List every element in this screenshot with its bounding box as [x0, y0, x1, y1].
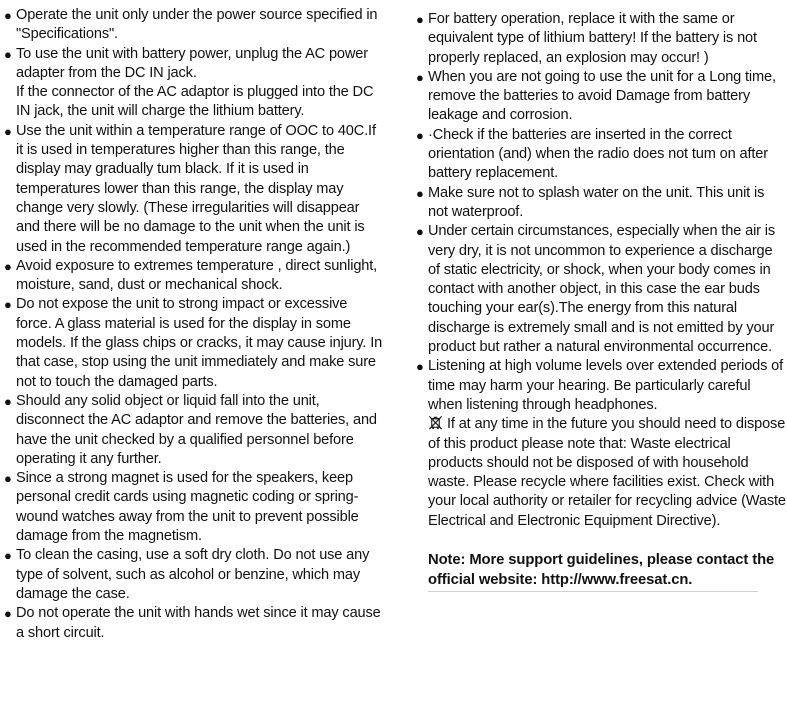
bullet-text: Do not expose the unit to strong impact or excessive force. A glass material is used for the display in some models. If the glass chips or cracks, it may cause injury. In that case, stop using the unit immediately and make sure not to touch the damaged parts.: [16, 296, 383, 390]
bullet-item: [414, 68, 786, 126]
bullet-item: [414, 184, 786, 223]
bullet-item: [414, 222, 786, 357]
right-column: [414, 10, 786, 592]
bullet-item: [2, 546, 386, 604]
bullet-item: [414, 10, 786, 68]
bullet-item: [2, 392, 386, 469]
bullet-text: Make sure not to splash water on the unit. This unit is not waterproof.: [428, 184, 765, 220]
bullet-item: [414, 357, 786, 415]
bullet-icon: ●: [4, 297, 12, 313]
bullet-text: Use the unit within a temperature range of OOC to 40C.If it is used in temperatures higher than this range, the display may gradually tum black. If it is used in temperatures lower than this range, the display may change very slowly. (These irregularities will disappear and there will be no damage to the unit when the unit is used in the recommended temperature range again.): [16, 122, 376, 255]
bullet-icon: ●: [416, 224, 424, 240]
bullet-item: [2, 469, 386, 546]
bullet-icon: ●: [4, 258, 12, 274]
bullet-text: To use the unit with battery power, unplug the AC power adapter from the DC IN jack.: [16, 45, 368, 81]
bullet-icon: ●: [4, 471, 12, 487]
left-column: [2, 6, 386, 643]
bullet-text: Operate the unit only under the power source specified in "Specifications".: [16, 7, 378, 43]
bullet-item: [2, 45, 386, 122]
bullet-icon: ●: [416, 127, 424, 143]
bullet-text: Should any solid object or liquid fall into the unit, disconnect the AC adaptor and remove the batteries, and have the unit checked by a qualified personnel before operating it any further.: [16, 392, 377, 467]
bullet-icon: ●: [416, 359, 424, 375]
bullet-text: To clean the casing, use a soft dry cloth. Do not use any type of solvent, such as alcohol or benzine, which may damage the case.: [16, 547, 370, 602]
bullet-icon: ●: [4, 8, 12, 23]
bullet-text: ·Check if the batteries are inserted in the correct orientation (and) when the radio does not tum on after battery replacement.: [428, 126, 768, 182]
support-note: Note: More support guidelines, please contact the official website: http://www.freesat.cn.: [428, 552, 775, 588]
bullet-text: Do not operate the unit with hands wet since it may cause a short circuit.: [16, 605, 381, 641]
bullet-icon: ●: [4, 393, 12, 409]
bullet-icon: ●: [4, 606, 12, 622]
bullet-item: [2, 257, 386, 296]
bullet-text: When you are not going to use the unit for a Long time, remove the batteries to avoid Damage from battery leakage and corrosion.: [428, 68, 776, 124]
bullet-icon: ●: [416, 69, 424, 85]
bullet-text: Listening at high volume levels over extended periods of time may harm your hearing. Be particularly careful when listening through headphones.: [428, 358, 784, 413]
weee-disposal-notice: [414, 415, 786, 531]
bullet-text: For battery operation, replace it with the same or equivalent type of lithium battery! If the battery is not properly replaced, an explosion may occur! ): [428, 11, 757, 66]
note-divider: [428, 591, 758, 592]
bullet-text: Avoid exposure to extremes temperature , direct sunlight, moisture, sand, dust or mechanical shock.: [16, 257, 378, 294]
bullet-icon: ●: [4, 548, 12, 564]
right-column-items: [414, 10, 786, 415]
bullet-item: [2, 6, 386, 45]
bullet-icon: ●: [4, 123, 12, 139]
bullet-item: [2, 295, 386, 391]
bullet-item: [2, 604, 386, 643]
bullet-icon: ●: [416, 12, 424, 27]
crossed-out-wheelie-bin-icon: [428, 415, 443, 430]
bullet-text: If the connector of the AC adaptor is plugged into the DC IN jack, the unit will charge the lithium battery.: [16, 84, 374, 120]
weee-text: If at any time in the future you should need to dispose of this product please note that: Waste electrical products should not be disposed of with household waste. Please recycle where facilities exist. Check with your local authority or retailer for recycling advice (Waste Electrical and Electronic Equipment Directive).: [428, 416, 786, 529]
bullet-icon: ●: [4, 46, 12, 62]
bullet-item: [2, 122, 386, 257]
bullet-text: Under certain circumstances, especially when the air is very dry, it is not uncommon to experience a discharge of static electricity, or shock, when your body comes in contact with another object, in this case the ear buds touching your ear(s).The energy from this natural discharge is extremely small and is not emitted by your product but rather a natural environmental occurrence.: [428, 223, 776, 356]
bullet-icon: ●: [416, 185, 424, 201]
bullet-item: [414, 126, 786, 184]
bullet-text: Since a strong magnet is used for the speakers, keep personal credit cards using magnetic coding or spring-wound watches away from the unit to prevent possible damage from the magnetism.: [16, 470, 359, 545]
